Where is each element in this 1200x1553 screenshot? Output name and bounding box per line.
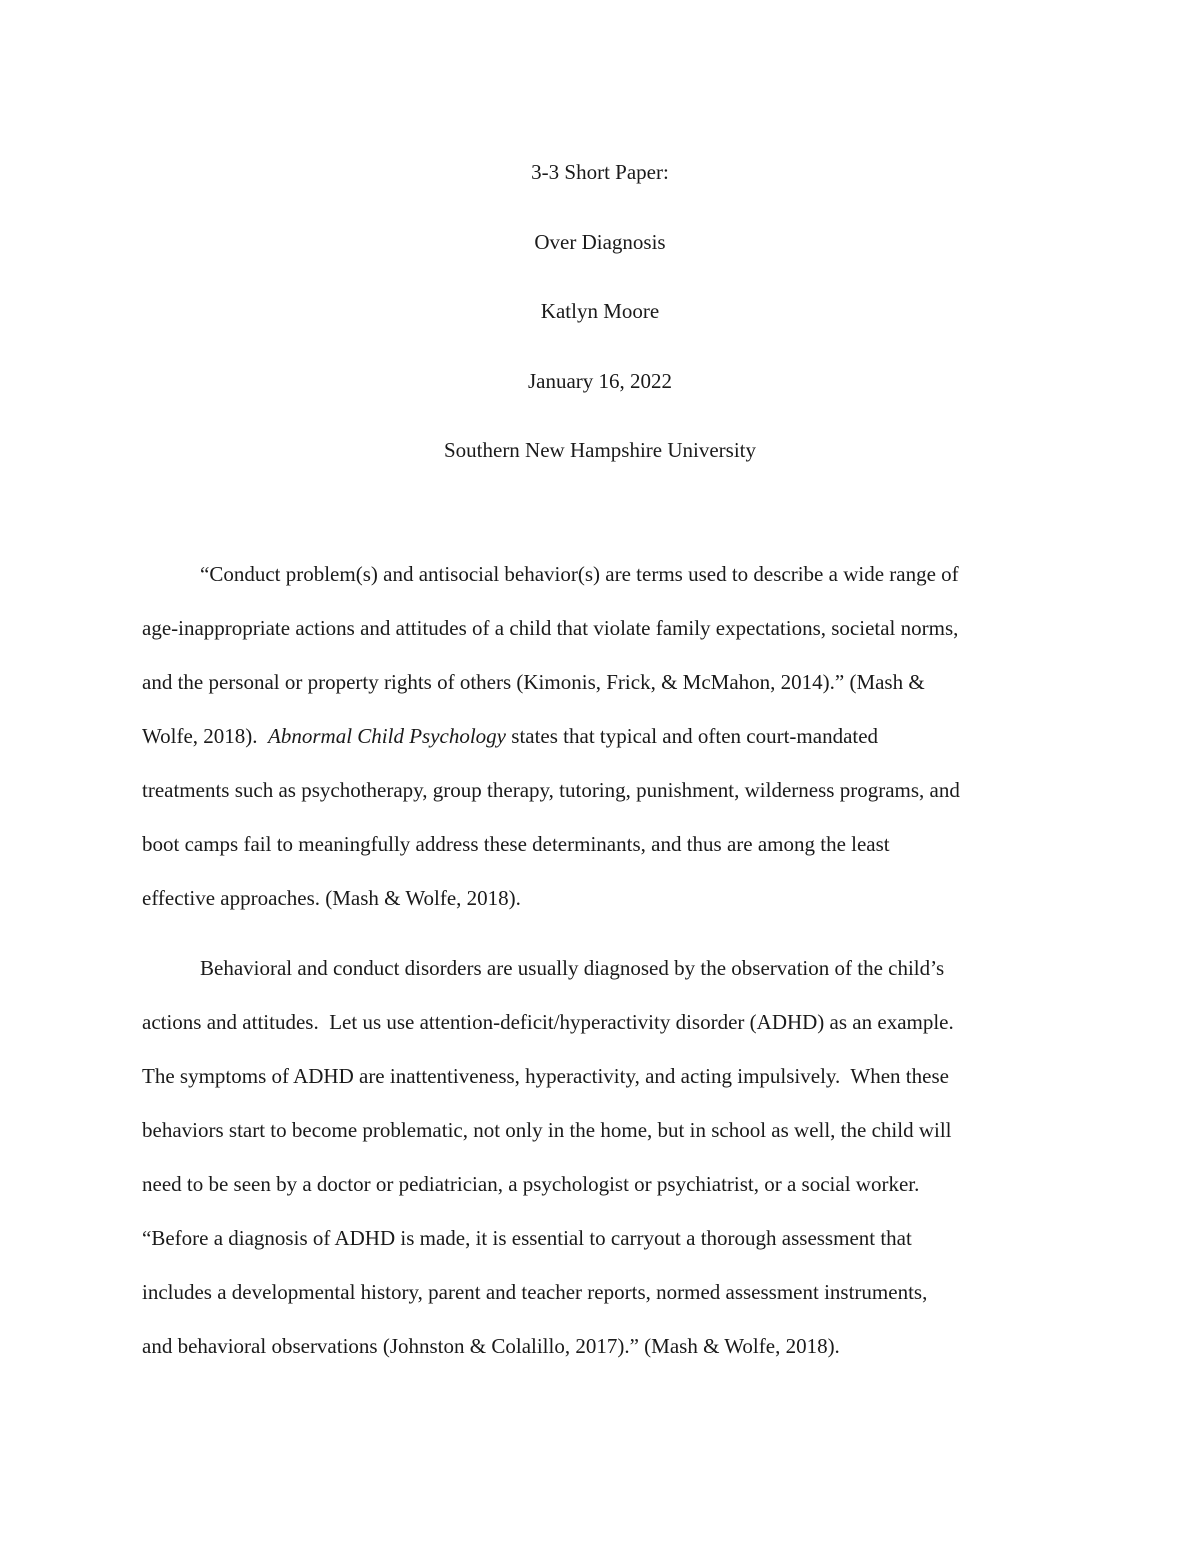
author-name: Katlyn Moore — [540, 299, 660, 323]
paragraph-line: Behavioral and conduct disorders are usually diagnosed by the observation of the child’s — [200, 956, 945, 980]
paragraph-line: actions and attitudes. Let us use attention-deficit/hyperactivity disorder (ADHD) as an example. — [142, 1010, 954, 1034]
paragraph-line: “Before a diagnosis of ADHD is made, it is essential to carryout a thorough assessment that — [142, 1226, 912, 1250]
paragraph-line: and the personal or property rights of others (Kimonis, Frick, & McMahon, 2014).” (Mash & — [142, 670, 925, 694]
paragraph-line: boot camps fail to meaningfully address these determinants, and thus are among the least — [142, 832, 890, 856]
paragraph-line: effective approaches. (Mash & Wolfe, 2018). — [142, 886, 521, 910]
paper-date: January 16, 2022 — [527, 368, 673, 393]
paragraph-line: includes a developmental history, parent and teacher reports, normed assessment instruments, — [142, 1280, 928, 1304]
line-text: states that typical and often court-mandated — [506, 724, 879, 748]
paragraph-line: “Conduct problem(s) and antisocial behavior(s) are terms used to describe a wide range of — [200, 562, 959, 586]
paragraph-line: need to be seen by a doctor or pediatrician, a psychologist or psychiatrist, or a social worker. — [142, 1172, 920, 1196]
assignment-title: 3-3 Short Paper: — [531, 160, 669, 184]
paragraph-1 — [142, 547, 1060, 925]
body-text — [142, 547, 1060, 1373]
line-text: Wolfe, 2018). — [142, 724, 269, 748]
paragraph-line: and behavioral observations (Johnston & Colalillo, 2017).” (Mash & Wolfe, 2018). — [142, 1334, 840, 1358]
title-block — [0, 138, 1200, 486]
paragraph-line: treatments such as psychotherapy, group therapy, tutoring, punishment, wilderness programs, and — [142, 778, 960, 802]
institution-name: Southern New Hampshire University — [443, 438, 757, 462]
paragraph-line-with-book-title — [142, 709, 1060, 763]
paragraph-line: behaviors start to become problematic, not only in the home, but in school as well, the child will — [142, 1118, 952, 1142]
paragraph-line: age-inappropriate actions and attitudes of a child that violate family expectations, societal norms, — [142, 616, 959, 640]
paragraph-line: The symptoms of ADHD are inattentiveness, hyperactivity, and acting impulsively. When these — [142, 1064, 949, 1088]
book-title: Abnormal Child Psychology — [268, 724, 507, 748]
paragraph-2 — [142, 941, 1060, 1373]
paper-title: Over Diagnosis — [534, 229, 666, 254]
